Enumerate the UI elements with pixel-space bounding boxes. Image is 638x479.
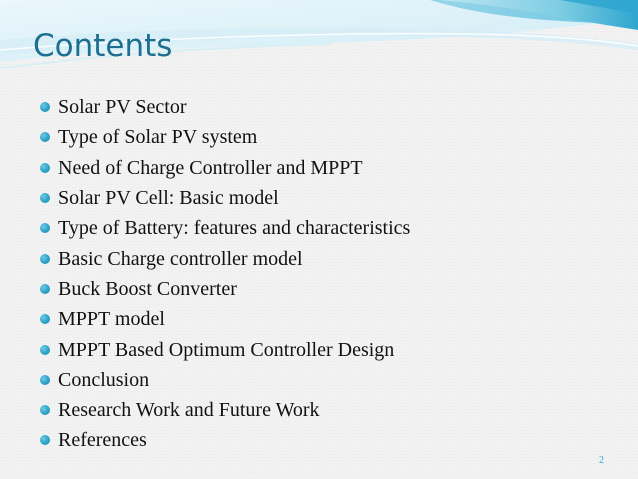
list-item-text: Type of Solar PV system	[58, 126, 258, 149]
bullet-icon	[40, 223, 50, 233]
list-item-text: References	[58, 429, 147, 452]
bullet-icon	[40, 345, 50, 355]
bullet-icon	[40, 254, 50, 264]
page-number: 2	[599, 455, 604, 466]
list-item-text: MPPT Based Optimum Controller Design	[58, 338, 395, 361]
slide-title: Contents	[33, 28, 173, 64]
bullet-icon	[40, 163, 50, 173]
bullet-icon	[40, 314, 50, 324]
list-item-text: Research Work and Future Work	[58, 399, 320, 422]
bullet-icon	[40, 284, 50, 294]
list-item-text: Basic Charge controller model	[58, 247, 303, 270]
bullet-icon	[40, 375, 50, 385]
list-item-text: Solar PV Sector	[58, 96, 187, 119]
bullet-icon	[40, 102, 50, 112]
list-item-text: Conclusion	[58, 368, 150, 391]
list-item-text: MPPT model	[58, 308, 165, 331]
list-item-text: Type of Battery: features and characteristics	[58, 217, 411, 240]
list-item-text: Need of Charge Controller and MPPT	[58, 156, 363, 179]
bullet-icon	[40, 132, 50, 142]
bullet-icon	[40, 405, 50, 415]
list-item-text: Buck Boost Converter	[58, 277, 237, 300]
list-item-text: Solar PV Cell: Basic model	[58, 187, 279, 210]
bullet-icon	[40, 193, 50, 203]
bullet-icon	[40, 435, 50, 445]
